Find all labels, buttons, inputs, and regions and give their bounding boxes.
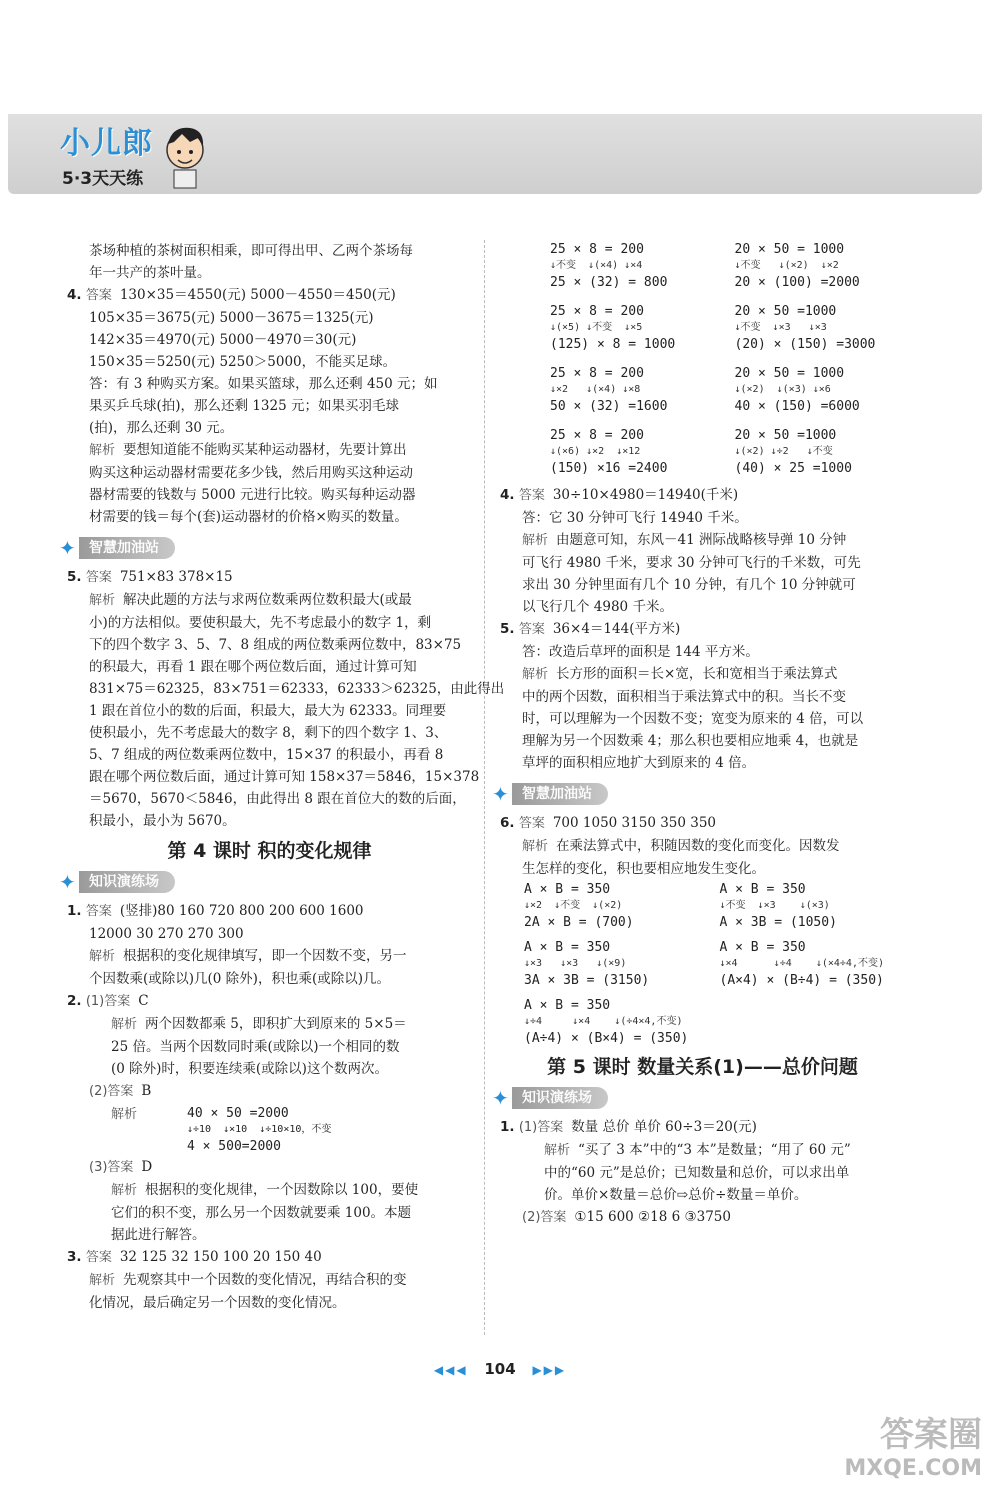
analysis-text: 解决此题的方法与求两位数乘两位数积最大(或最 xyxy=(123,592,412,608)
answer-text: 130×35＝4550(元) 5000－4550＝450(元) xyxy=(119,287,396,303)
math-arrows: ↓÷4 ↓×4 ↓(÷4×4,不变) xyxy=(524,1016,683,1027)
analysis-tag: 解析 xyxy=(89,443,116,458)
analysis-text: 价。单价×数量＝总价⇨总价÷数量＝单价。 xyxy=(544,1187,808,1203)
answer-tag: (3)答案 xyxy=(89,1160,134,1175)
multiplication-grid xyxy=(500,240,905,478)
analysis-tag: 解析 xyxy=(522,667,549,682)
section-title: 智慧加油站 xyxy=(512,783,608,805)
analysis-text: (0 除外)时，积要连续乘(或除以)这个数两次。 xyxy=(111,1061,388,1077)
answer-text: ①15 600 ②18 6 ③3750 xyxy=(574,1209,731,1225)
answer-tag: 答案 xyxy=(518,816,545,831)
question-number: 1. xyxy=(500,1119,515,1135)
math-line: A × B = 350 xyxy=(524,882,611,897)
right-arrows-icon: ▶▶▶ xyxy=(532,1363,567,1377)
math-line: (20) × (150) =3000 xyxy=(734,337,876,352)
math-arrows: ↓(×2) ↓(×3) ↓×6 xyxy=(734,384,831,395)
math-block xyxy=(735,364,906,416)
math-block xyxy=(735,302,906,354)
answer-tag: (1)答案 xyxy=(85,994,131,1009)
math-block xyxy=(550,364,721,416)
analysis-text: 下的四个数字 3、5、7、8 组成的两位数乘两位数中，83×75 xyxy=(89,637,462,653)
math-line: 2A × B = (700) xyxy=(524,915,634,930)
analysis-text: 据此进行解答。 xyxy=(111,1227,206,1243)
analysis-text: 积最小，最小为 5670。 xyxy=(89,813,236,829)
math-line: 25 × (32) = 800 xyxy=(550,275,668,290)
lesson-title: 第 5 课时 数量关系(1)——总价问题 xyxy=(547,1056,858,1078)
math-line: (A÷4) × (B×4) = (350) xyxy=(524,1031,689,1046)
math-line: 20 × 50 =1000 xyxy=(734,428,837,443)
analysis-text: 以飞行几个 4980 千米。 xyxy=(522,599,673,615)
math-line: 20 × (100) =2000 xyxy=(734,275,860,290)
analysis-tag: 解析 xyxy=(522,839,549,854)
analysis-text: 个因数乘(或除以)几(0 除外)，积也乘(或除以)几。 xyxy=(89,971,390,987)
answer-text: 32 125 32 150 100 20 150 40 xyxy=(119,1249,322,1265)
calc-line: 40 × 50 =2000 xyxy=(187,1106,289,1121)
analysis-text: 中的两个因数，面积相当于乘法算式中的积。当长不变 xyxy=(522,689,846,705)
answer-tag: (2)答案 xyxy=(89,1084,134,1099)
star-icon: ✦ xyxy=(59,536,76,560)
answer-text: 105×35＝3675(元) 5000－3675＝1325(元) xyxy=(89,310,374,326)
analysis-tag: 解析 xyxy=(111,1017,138,1032)
question-number: 4. xyxy=(67,287,82,303)
analysis-tag: 解析 xyxy=(111,1107,138,1122)
math-line: 25 × 8 = 200 xyxy=(550,242,644,257)
math-line: 25 × 8 = 200 xyxy=(550,428,644,443)
math-block xyxy=(720,880,906,932)
answer-text: 700 1050 3150 350 350 xyxy=(552,815,717,831)
math-block xyxy=(720,938,906,990)
section-header xyxy=(492,782,905,806)
analysis-tag: 解析 xyxy=(89,593,116,608)
analysis-tag: 解析 xyxy=(111,1183,138,1198)
section-title: 智慧加油站 xyxy=(79,537,175,559)
math-arrows: ↓不变 ↓(×2) ↓×2 xyxy=(734,260,839,271)
analysis-text: 长方形的面积＝长×宽，长和宽相当于乘法算式 xyxy=(556,666,838,682)
question-number: 5. xyxy=(500,621,515,637)
watermark-url: MXQE.COM xyxy=(844,1456,982,1481)
math-line: 20 × 50 = 1000 xyxy=(734,366,845,381)
answer-tag: (1)答案 xyxy=(518,1120,564,1135)
math-block xyxy=(550,240,721,292)
question-number: 5. xyxy=(67,569,82,585)
math-arrows: ↓不变 ↓×3 ↓(×3) xyxy=(719,900,830,911)
math-line: (A×4) × (B÷4) = (350) xyxy=(719,973,884,988)
answer-text: 30÷10×4980＝14940(千米) xyxy=(552,487,739,503)
right-column xyxy=(492,240,905,1229)
mascot-boy-icon xyxy=(160,120,210,190)
section-header xyxy=(59,536,472,560)
math-line: 25 × 8 = 200 xyxy=(550,304,644,319)
math-line: A × B = 350 xyxy=(719,940,806,955)
analysis-text: “买了 3 本”中的“3 本”是数量；“用了 60 元” xyxy=(578,1142,851,1158)
math-arrows: ↓(×5) ↓不变 ↓×5 xyxy=(550,322,643,333)
logo-subtitle: 5·3天天练 xyxy=(62,169,144,189)
answer-text: (竖排)80 160 720 800 200 600 1600 xyxy=(119,903,364,919)
math-line: A × B = 350 xyxy=(719,882,806,897)
top-margin xyxy=(0,0,1000,112)
answer-text: 果买乒乓球(拍)，那么还剩 1325 元；如果买羽毛球 xyxy=(89,398,399,414)
analysis-text: 它们的积不变，那么另一个因数就要乘 100。本题 xyxy=(111,1205,412,1221)
analysis-text: 材需要的钱＝每个(套)运动器材的价格×购买的数量。 xyxy=(89,509,408,525)
math-block xyxy=(550,302,721,354)
answer-text: 答：改造后草坪的面积是 144 平方米。 xyxy=(522,644,759,660)
math-block xyxy=(550,426,721,478)
analysis-text: 使积最小，先不考虑最大的数字 8，剩下的四个数字 1、3、 xyxy=(89,725,448,741)
math-arrows: ↓×2 ↓不变 ↓(×2) xyxy=(524,900,623,911)
calc-line: 4 × 500=2000 xyxy=(187,1139,281,1154)
star-icon: ✦ xyxy=(492,782,509,806)
answer-text: 142×35＝4970(元) 5000－4970＝30(元) xyxy=(89,332,357,348)
math-line: (150) ×16 =2400 xyxy=(550,461,668,476)
analysis-text: 小)的方法相似。要使积最大，先不考虑最小的数字 1，剩 xyxy=(89,615,432,631)
answer-tag: 答案 xyxy=(85,288,112,303)
math-line: A × 3B = (1050) xyxy=(719,915,837,930)
math-arrows: ↓不变 ↓×3 ↓×3 xyxy=(734,322,827,333)
analysis-text: 根据积的变化规律，一个因数除以 100，要使 xyxy=(145,1182,419,1198)
analysis-text: 25 倍。当两个因数同时乘(或除以)一个相同的数 xyxy=(111,1039,400,1055)
math-arrows: ↓不变 ↓(×4) ↓×4 xyxy=(550,260,643,271)
question-number: 6. xyxy=(500,815,515,831)
page-number: 104 xyxy=(484,1360,516,1378)
math-arrows: ↓×2 ↓(×4) ↓×8 xyxy=(550,384,641,395)
analysis-tag: 解析 xyxy=(522,533,549,548)
analysis-text: 在乘法算式中，积随因数的变化而变化。因数发 xyxy=(556,838,840,854)
answer-text: D xyxy=(141,1159,153,1175)
analysis-text: 831×75＝62325，83×751＝62333，62333＞62325，由此得出 xyxy=(89,681,505,697)
analysis-text: 理解为另一个因数乘 4；那么积也要相应地乘 4，也就是 xyxy=(522,733,859,749)
answer-tag: 答案 xyxy=(518,488,545,503)
math-block xyxy=(524,938,710,990)
answer-text: 数量 总价 单价 60÷3＝20(元) xyxy=(571,1119,757,1135)
section-title: 知识演练场 xyxy=(512,1087,608,1109)
calc-arrows: ↓÷10 ↓×10 ↓÷10×10，不变 xyxy=(187,1124,332,1135)
analysis-text: 器材需要的钱数与 5000 元进行比较。购买每种运动器 xyxy=(89,487,416,503)
math-line: 40 × (150) =6000 xyxy=(734,399,860,414)
analysis-text: 根据积的变化规律填写，即一个因数不变，另一 xyxy=(123,948,407,964)
page-footer xyxy=(0,1360,1000,1378)
analysis-text: 1 跟在首位小的数的后面，积最大，最大为 62333。同理要 xyxy=(89,703,447,719)
question-number: 4. xyxy=(500,487,515,503)
answer-text: (拍)，那么还剩 30 元。 xyxy=(89,420,234,436)
section-header xyxy=(492,1086,905,1110)
math-arrows: ↓×4 ↓÷4 ↓(×4÷4,不变) xyxy=(719,958,884,969)
math-line: 20 × 50 =1000 xyxy=(734,304,837,319)
analysis-text: 购买这种运动器材需要花多少钱，然后用购买这种运动 xyxy=(89,465,413,481)
math-line: 20 × 50 = 1000 xyxy=(734,242,845,257)
question-number: 2. xyxy=(67,993,82,1009)
math-arrows: ↓(×6) ↓×2 ↓×12 xyxy=(550,446,641,457)
left-arrows-icon: ◀◀◀ xyxy=(433,1363,468,1377)
answer-tag: 答案 xyxy=(85,1250,112,1265)
analysis-tag: 解析 xyxy=(89,949,116,964)
answer-text: 12000 30 270 270 300 xyxy=(89,926,244,942)
answer-text: 答：它 30 分钟可飞行 14940 千米。 xyxy=(522,510,748,526)
watermark xyxy=(844,1407,982,1481)
analysis-text: 可飞行 4980 千米，要求 30 分钟可飞行的千米数，可先 xyxy=(522,555,861,571)
analysis-tag: 解析 xyxy=(544,1143,571,1158)
question-number: 1. xyxy=(67,903,82,919)
answer-text: 150×35＝5250(元) 5250＞5000，不能买足球。 xyxy=(89,354,397,370)
column-divider xyxy=(484,240,485,1335)
answer-tag: 答案 xyxy=(85,904,112,919)
math-line: A × B = 350 xyxy=(524,940,611,955)
question-number: 3. xyxy=(67,1249,82,1265)
ab-grid xyxy=(500,880,905,1048)
star-icon: ✦ xyxy=(492,1086,509,1110)
math-line: (125) × 8 = 1000 xyxy=(550,337,676,352)
analysis-tag: 解析 xyxy=(89,1273,116,1288)
left-column xyxy=(59,240,505,1314)
analysis-text: 要想知道能不能购买某种运动器材，先要计算出 xyxy=(123,442,407,458)
math-line: A × B = 350 xyxy=(524,998,611,1013)
answer-text: B xyxy=(141,1083,152,1099)
analysis-text: 化情况，最后确定另一个因数的变化情况。 xyxy=(89,1295,346,1311)
math-line: (40) × 25 =1000 xyxy=(734,461,852,476)
watermark-logo: 答案圈 xyxy=(880,1415,982,1455)
math-line: 3A × 3B = (3150) xyxy=(524,973,650,988)
answer-text: C xyxy=(138,993,149,1009)
answer-tag: 答案 xyxy=(85,570,112,585)
analysis-text: 生怎样的变化，积也要相应地发生变化。 xyxy=(522,861,765,877)
answer-text: 答：有 3 种购买方案。如果买篮球，那么还剩 450 元；如 xyxy=(89,376,438,392)
answer-text: 36×4＝144(平方米) xyxy=(552,621,681,637)
math-block xyxy=(735,240,906,292)
analysis-text: 先观察其中一个因数的变化情况，再结合积的变 xyxy=(123,1272,407,1288)
lesson-title: 第 4 课时 积的变化规律 xyxy=(167,840,372,862)
answer-tag: 答案 xyxy=(518,622,545,637)
math-line: 25 × 8 = 200 xyxy=(550,366,644,381)
star-icon: ✦ xyxy=(59,870,76,894)
answer-tag: (2)答案 xyxy=(522,1210,567,1225)
text-line: 茶场种植的茶树面积相乘，即可得出甲、乙两个茶场每 xyxy=(89,243,413,259)
math-arrows: ↓(×2) ↓÷2 ↓不变 xyxy=(734,446,833,457)
analysis-text: 时，可以理解为一个因数不变；宽变为原来的 4 倍，可以 xyxy=(522,711,864,727)
analysis-text: 5、7 组成的两位数乘两位数中，15×37 的积最小，再看 8 xyxy=(89,747,444,763)
math-block xyxy=(524,996,710,1048)
analysis-text: 的积最大，再看 1 跟在哪个两位数后面，通过计算可知 xyxy=(89,659,417,675)
text-line: 年一共产的茶叶量。 xyxy=(89,265,211,281)
answer-text: 751×83 378×15 xyxy=(119,569,233,585)
analysis-text: 由题意可知，东风－41 洲际战略核导弹 10 分钟 xyxy=(556,532,847,548)
section-title: 知识演练场 xyxy=(79,871,175,893)
math-block xyxy=(524,880,710,932)
analysis-text: ＝5670，5670＜5846，由此得出 8 跟在首位大的数的后面， xyxy=(89,791,466,807)
analysis-text: 草坪的面积相应地扩大到原来的 4 倍。 xyxy=(522,755,756,771)
analysis-text: 求出 30 分钟里面有几个 10 分钟，有几个 10 分钟就可 xyxy=(522,577,856,593)
analysis-text: 跟在哪个两位数后面，通过计算可知 158×37＝5846，15×378 xyxy=(89,769,480,785)
logo-title: 小儿郎 xyxy=(60,126,153,161)
math-arrows: ↓×3 ↓×3 ↓(×9) xyxy=(524,958,627,969)
analysis-text: 中的“60 元”是总价；已知数量和总价，可以求出单 xyxy=(544,1165,850,1181)
section-header xyxy=(59,870,472,894)
math-line: 50 × (32) =1600 xyxy=(550,399,668,414)
analysis-text: 两个因数都乘 5，即积扩大到原来的 5×5＝ xyxy=(145,1016,407,1032)
math-block xyxy=(735,426,906,478)
